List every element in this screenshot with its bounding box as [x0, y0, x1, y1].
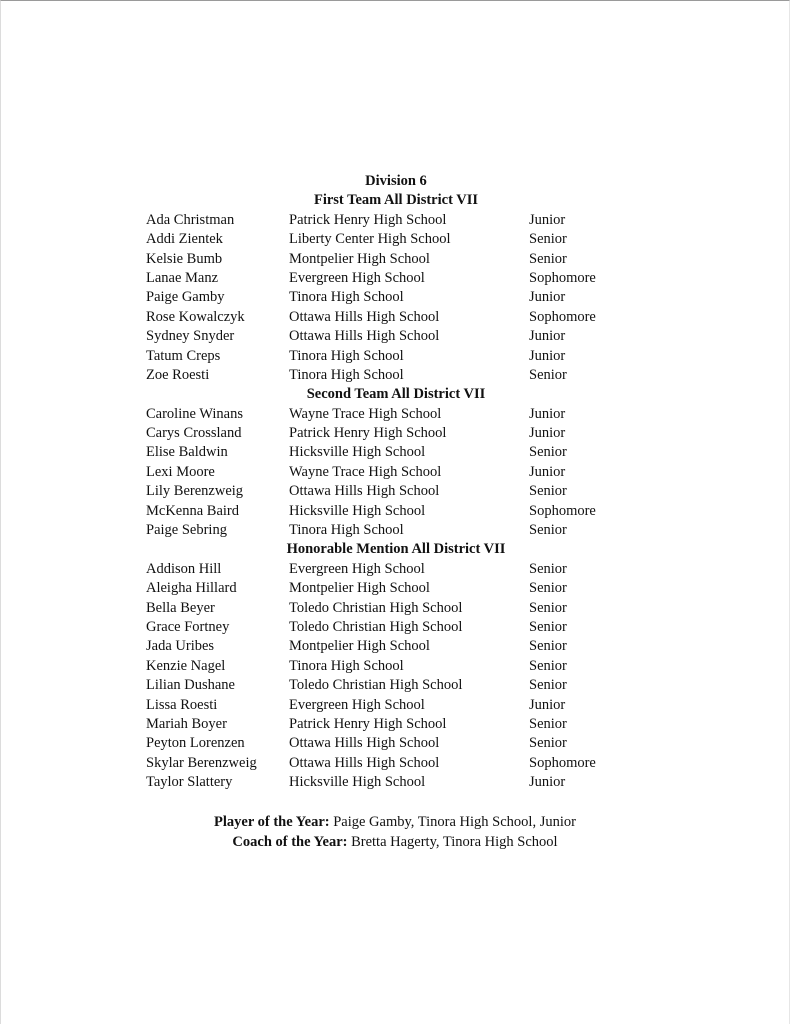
- player-name: Peyton Lorenzen: [146, 735, 245, 752]
- table-row: [146, 637, 646, 656]
- school-name: Patrick Henry High School: [289, 715, 447, 732]
- table-row: [146, 250, 646, 269]
- player-name: Mariah Boyer: [146, 715, 227, 732]
- player-name: Sydney Snyder: [146, 328, 235, 345]
- table-row: [146, 424, 646, 443]
- player-name: Aleigha Hillard: [146, 580, 237, 597]
- awards-block: [150, 813, 640, 852]
- class-year: Junior: [529, 328, 566, 345]
- table-row: [146, 347, 646, 366]
- school-name: Liberty Center High School: [289, 231, 451, 248]
- player-name: Carys Crossland: [146, 425, 242, 442]
- school-name: Ottawa Hills High School: [289, 735, 440, 752]
- player-name: Taylor Slattery: [146, 774, 233, 791]
- player-name: Lanae Manz: [146, 269, 219, 286]
- class-year: Sophomore: [529, 502, 596, 519]
- player-name: Tatum Creps: [146, 347, 221, 364]
- table-row: [146, 463, 646, 482]
- table-row: [146, 696, 646, 715]
- player-name: Lexi Moore: [146, 463, 215, 480]
- player-name: Zoe Roesti: [146, 366, 210, 383]
- player-name: Paige Sebring: [146, 522, 227, 539]
- table-row: [146, 618, 646, 637]
- class-year: Senior: [529, 483, 567, 500]
- class-year: Junior: [529, 463, 566, 480]
- table-row: [146, 773, 646, 792]
- player-name: Caroline Winans: [146, 405, 244, 422]
- school-name: Tinora High School: [289, 366, 404, 383]
- player-name: Paige Gamby: [146, 289, 225, 306]
- school-name: Toledo Christian High School: [289, 618, 463, 635]
- school-name: Wayne Trace High School: [289, 463, 442, 480]
- player-name: Lily Berenzweig: [146, 483, 244, 500]
- table-row: [146, 657, 646, 676]
- table-row: [146, 734, 646, 753]
- player-name: Lilian Dushane: [146, 677, 235, 694]
- player-name: Ada Christman: [146, 211, 235, 228]
- player-name: Elise Baldwin: [146, 444, 228, 461]
- table-row: [146, 308, 646, 327]
- player-name: Rose Kowalczyk: [146, 308, 245, 325]
- class-year: Senior: [529, 444, 567, 461]
- table-row: [146, 715, 646, 734]
- class-year: Junior: [529, 289, 566, 306]
- class-year: Senior: [529, 580, 567, 597]
- table-row: [146, 405, 646, 424]
- class-year: Senior: [529, 560, 567, 577]
- school-name: Montpelier High School: [289, 638, 430, 655]
- school-name: Hicksville High School: [289, 444, 426, 461]
- table-row: [146, 269, 646, 288]
- table-row: [146, 579, 646, 598]
- section-title: Second Team All District VII: [306, 386, 486, 403]
- school-name: Hicksville High School: [289, 774, 426, 791]
- player-name: Skylar Berenzweig: [146, 754, 257, 771]
- class-year: Senior: [529, 657, 567, 674]
- class-year: Senior: [529, 599, 567, 616]
- class-year: Sophomore: [529, 269, 596, 286]
- player-of-year-value: Paige Gamby, Tinora High School, Junior: [329, 814, 576, 830]
- player-name: Addison Hill: [146, 560, 222, 577]
- player-of-year: [150, 813, 640, 833]
- school-name: Tinora High School: [289, 347, 404, 364]
- player-name: Jada Uribes: [146, 638, 215, 655]
- school-name: Ottawa Hills High School: [289, 483, 440, 500]
- table-row: [146, 754, 646, 773]
- table-row: [146, 366, 646, 385]
- school-name: Ottawa Hills High School: [289, 754, 440, 771]
- player-name: Bella Beyer: [146, 599, 215, 616]
- class-year: Junior: [529, 696, 566, 713]
- school-name: Patrick Henry High School: [289, 211, 447, 228]
- coach-of-year-value: Bretta Hagerty, Tinora High School: [347, 833, 558, 850]
- school-name: Evergreen High School: [289, 560, 425, 577]
- table-row: [146, 560, 646, 579]
- table-row: [146, 521, 646, 540]
- class-year: Junior: [529, 211, 566, 228]
- class-year: Sophomore: [529, 754, 596, 771]
- table-row: [146, 443, 646, 462]
- school-name: Ottawa Hills High School: [289, 308, 440, 325]
- section-title: First Team All District VII: [313, 192, 479, 209]
- division-title: Division 6: [365, 173, 427, 189]
- school-name: Tinora High School: [289, 522, 404, 539]
- school-name: Evergreen High School: [289, 269, 425, 286]
- class-year: Senior: [529, 677, 567, 694]
- class-year: Senior: [529, 735, 567, 752]
- class-year: Senior: [529, 715, 567, 732]
- table-row: [146, 482, 646, 501]
- class-year: Senior: [529, 522, 567, 539]
- school-name: Toledo Christian High School: [289, 677, 463, 694]
- section-title: Honorable Mention All District VII: [286, 541, 506, 558]
- class-year: Sophomore: [529, 308, 596, 325]
- player-of-year-label: Player of the Year:: [214, 814, 330, 830]
- player-name: Kenzie Nagel: [146, 657, 226, 674]
- table-row: [146, 230, 646, 249]
- class-year: Senior: [529, 250, 567, 267]
- table-row: [146, 327, 646, 346]
- player-name: McKenna Baird: [146, 502, 240, 519]
- table-row: [146, 288, 646, 307]
- class-year: Senior: [529, 366, 567, 383]
- school-name: Hicksville High School: [289, 502, 426, 519]
- coach-of-year: [150, 833, 640, 853]
- team-sections: [146, 191, 646, 792]
- table-row: [146, 502, 646, 521]
- player-name: Addi Zientek: [146, 231, 223, 248]
- class-year: Senior: [529, 231, 567, 248]
- school-name: Wayne Trace High School: [289, 405, 442, 422]
- class-year: Junior: [529, 774, 566, 791]
- class-year: Senior: [529, 638, 567, 655]
- school-name: Evergreen High School: [289, 696, 425, 713]
- school-name: Tinora High School: [289, 657, 404, 674]
- class-year: Senior: [529, 618, 567, 635]
- class-year: Junior: [529, 347, 566, 364]
- school-name: Tinora High School: [289, 289, 404, 306]
- document-body: [146, 172, 646, 793]
- school-name: Montpelier High School: [289, 250, 430, 267]
- table-row: [146, 211, 646, 230]
- class-year: Junior: [529, 405, 566, 422]
- player-name: Grace Fortney: [146, 618, 230, 635]
- class-year: Junior: [529, 425, 566, 442]
- table-row: [146, 676, 646, 695]
- school-name: Patrick Henry High School: [289, 425, 447, 442]
- school-name: Montpelier High School: [289, 580, 430, 597]
- player-name: Kelsie Bumb: [146, 250, 223, 267]
- player-name: Lissa Roesti: [146, 696, 218, 713]
- school-name: Toledo Christian High School: [289, 599, 463, 616]
- coach-of-year-label: Coach of the Year:: [232, 833, 348, 850]
- school-name: Ottawa Hills High School: [289, 328, 440, 345]
- table-row: [146, 599, 646, 618]
